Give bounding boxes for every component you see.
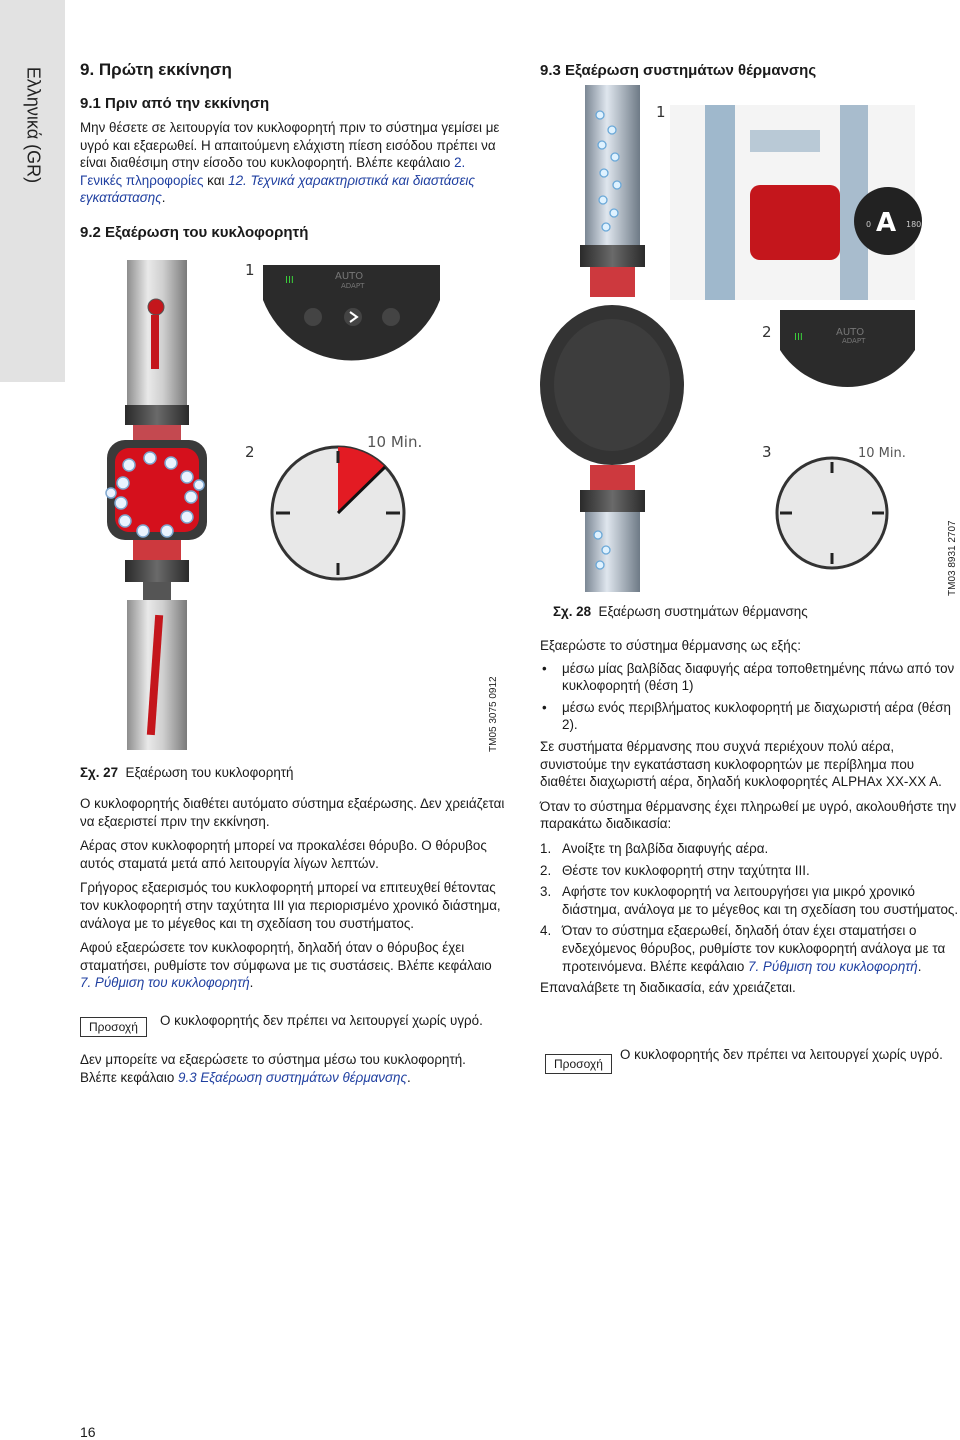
- list-item: [540, 883, 960, 918]
- auto-label-right: AUTO: [836, 327, 865, 338]
- step-number: 1.: [540, 840, 552, 856]
- text: Μην θέσετε σε λειτουργία τον κυκλοφορητή πριν το σύστημα γεμίσει με υγρό και εξαερωθεί. Η απαιτούμενη ελάχιστη πίεση εισόδου πρέπει να είναι διαθέσιμη στην είσοδο του κυκλοφορητή. Βλέπε κεφάλαιο: [80, 120, 500, 171]
- right-body: [540, 637, 960, 997]
- paragraph-quick-vent: Γρήγορος εξαερισμός του κυκλοφορητή μπορεί να επιτευχθεί θέτοντας τον κυκλοφορητή στην ταχύτητα III για περιορισμένο χρονικό διάστημα, ανάλογα με το μέγεθος και τη σχεδίαση του συστήματος.: [80, 880, 501, 931]
- caution-badge: Προσοχή: [80, 1017, 147, 1037]
- text: .: [161, 190, 166, 206]
- paragraph-noise: Αέρας στον κυκλοφορητή μπορεί να προκαλέσει θόρυβο. Ο θόρυβος αυτός σταματά μετά από λειτουργία λίγων λεπτών.: [80, 838, 487, 871]
- speed-indicator-right: III: [794, 332, 803, 343]
- figure-27-caption: [80, 765, 294, 780]
- caution-text: Ο κυκλοφορητής δεν πρέπει να λειτουργεί χωρίς υγρό.: [160, 1013, 483, 1028]
- valve-handle: [151, 315, 159, 369]
- link-chapter-2[interactable]: 2. Γενικές πληροφορίες: [80, 155, 466, 188]
- section-title: 9. Πρώτη εκκίνηση: [80, 60, 232, 79]
- link-chapter-12[interactable]: 12. Τεχνικά χαρακτηριστικά και διαστάσεις εγκατάστασης: [80, 172, 475, 206]
- paragraph-procedure: Όταν το σύστημα θέρμανσης έχει πληρωθεί με υγρό, ακολουθήστε την παρακάτω διαδικασία:: [540, 798, 957, 832]
- procedure-steps: [540, 840, 960, 975]
- paragraph-auto-vent: Ο κυκλοφορητής διαθέτει αυτόματο σύστημα εξαέρωσης. Δεν χρειάζεται να εξαεριστεί πριν την εκκίνηση.: [80, 796, 505, 829]
- figure-pump-venting: [95, 255, 440, 765]
- subsection-title-9-3: 9.3 Εξαέρωση συστημάτων θέρμανσης: [540, 62, 817, 79]
- paragraph-before-start: [80, 119, 500, 207]
- paragraph-repeat: Επαναλάβετε τη διαδικασία, εάν χρειάζεται.: [540, 980, 796, 996]
- text: .: [249, 975, 254, 991]
- list-item: • μέσω ενός περιβλήματος κυκλοφορητή με διαχωριστή αέρα (θέση 2).: [540, 699, 960, 734]
- figure-system-venting: [540, 85, 940, 605]
- text: Δεν μπορείτε να εξαερώσετε το σύστημα μέσω του κυκλοφορητή. Βλέπε κεφάλαιο: [80, 1052, 466, 1085]
- position-1-label-right: 1: [656, 103, 666, 121]
- step-text: Θέστε τον κυκλοφορητή στην ταχύτητα III.: [562, 862, 810, 878]
- figure-28-tm-code: TM03 8931 2707: [947, 520, 958, 596]
- figure-27-tm-code: TM05 3075 0912: [488, 676, 499, 752]
- link-chapter-7[interactable]: 7. Ρύθμιση του κυκλοφορητή: [748, 958, 918, 974]
- timer-clock-icon-right: [777, 458, 887, 568]
- air-vent-valve: [148, 299, 164, 315]
- auto-label: AUTO: [335, 271, 364, 282]
- timer-label-right: 10 Min.: [858, 446, 906, 461]
- caution-badge: Προσοχή: [545, 1054, 612, 1074]
- dial-right-label: 180: [906, 220, 922, 229]
- adapt-label-right: ADAPT: [842, 337, 866, 345]
- list-item: • μέσω μίας βαλβίδας διαφυγής αέρα τοποθετημένης πάνω από τον κυκλοφορητή (θέση 1): [540, 660, 960, 695]
- pump-head-photo: [750, 185, 840, 260]
- figure-28-caption: [553, 604, 808, 619]
- caption-number: Σχ. 28: [553, 604, 592, 619]
- position-1-label: 1: [245, 261, 255, 279]
- step-text: Όταν το σύστημα εξαερωθεί, δηλαδή όταν έχει σταματήσει ο ενδεχόμενος θόρυβος, ρυθμίστε τον κυκλοφορητή ανάλογα με τα προτεινόμενα. Βλέπε κεφάλαιο: [562, 923, 946, 974]
- link-chapter-9-3[interactable]: 9.3 Εξαέρωση συστημάτων θέρμανσης: [178, 1069, 408, 1085]
- language-side-tab: [0, 0, 65, 382]
- control-panel-right: [780, 310, 915, 387]
- language-label: Ελληνικά (GR): [23, 66, 44, 184]
- adapt-label: ADAPT: [341, 282, 365, 290]
- dial-a-label: A: [876, 208, 897, 238]
- list-item: [540, 840, 960, 858]
- timer-label: 10 Min.: [367, 433, 423, 451]
- list-item: [540, 862, 960, 880]
- dial-left-label: 0: [866, 220, 872, 229]
- left-body: [80, 795, 505, 992]
- step-number: 4.: [540, 923, 552, 939]
- position-3-label: 3: [762, 443, 772, 461]
- union-lower: [125, 560, 189, 582]
- vent-methods-list: [540, 660, 960, 734]
- step-number: 2.: [540, 862, 552, 878]
- subsection-title-9-1: 9.1 Πριν από την εκκίνηση: [80, 95, 270, 112]
- paragraph-intro: Εξαερώστε το σύστημα θέρμανσης ως εξής:: [540, 638, 801, 653]
- position-2-label: 2: [245, 443, 255, 461]
- caution-text: Ο κυκλοφορητής δεν πρέπει να λειτουργεί χωρίς υγρό.: [620, 1047, 943, 1062]
- union-upper: [125, 405, 189, 425]
- text: .: [407, 1069, 411, 1085]
- caption-text: Εξαέρωση συστημάτων θέρμανσης: [598, 604, 808, 619]
- caption-number: Σχ. 27: [80, 765, 119, 780]
- caption-text: Εξαέρωση του κυκλοφορητή: [125, 765, 294, 780]
- night-mode-icon: [382, 308, 400, 326]
- text: Αφού εξαερώσετε τον κυκλοφορητή, δηλαδή όταν ο θόρυβος έχει σταματήσει, ρυθμίστε τον σύμφωνα με τις συστάσεις. Βλέπε κεφάλαιο: [80, 940, 492, 973]
- arrow-button-icon: [344, 308, 362, 326]
- list-item: [540, 922, 960, 975]
- page-number: 16: [80, 1424, 96, 1440]
- step-text: Αφήστε τον κυκλοφορητή να λειτουργήσει για μικρό χρονικό διάστημα, ανάλογα με το μέγεθος και τη σχεδίαση του συστήματος.: [562, 884, 959, 917]
- step-number: 3.: [540, 884, 552, 900]
- position-2-label-right: 2: [762, 323, 772, 341]
- paragraph-system-vent: [80, 1051, 505, 1086]
- paragraph-after-vent: [80, 939, 505, 992]
- pipe-upper-right: [585, 85, 640, 245]
- link-chapter-7[interactable]: 7. Ρύθμιση του κυκλοφορητή: [80, 975, 250, 991]
- paragraph-air-separator: Σε συστήματα θέρμανσης που συχνά περιέχουν πολύ αέρα, συνιστούμε την εγκατάσταση κυκλοφορητών με περίβλημα που διαθέτει διαχωριστή αέρα, δηλαδή κυκλοφορητές ALPHAx XX-XX A.: [540, 738, 942, 790]
- subsection-title-9-2: 9.2 Εξαέρωση του κυκλοφορητή: [80, 224, 309, 241]
- step-text: Ανοίξτε τη βαλβίδα διαφυγής αέρα.: [562, 840, 769, 856]
- step-text: .: [917, 958, 922, 974]
- text: και: [203, 172, 229, 188]
- mode-button-icon: [304, 308, 322, 326]
- pipe-lower-right: [585, 512, 640, 592]
- speed-indicator: III: [285, 275, 294, 286]
